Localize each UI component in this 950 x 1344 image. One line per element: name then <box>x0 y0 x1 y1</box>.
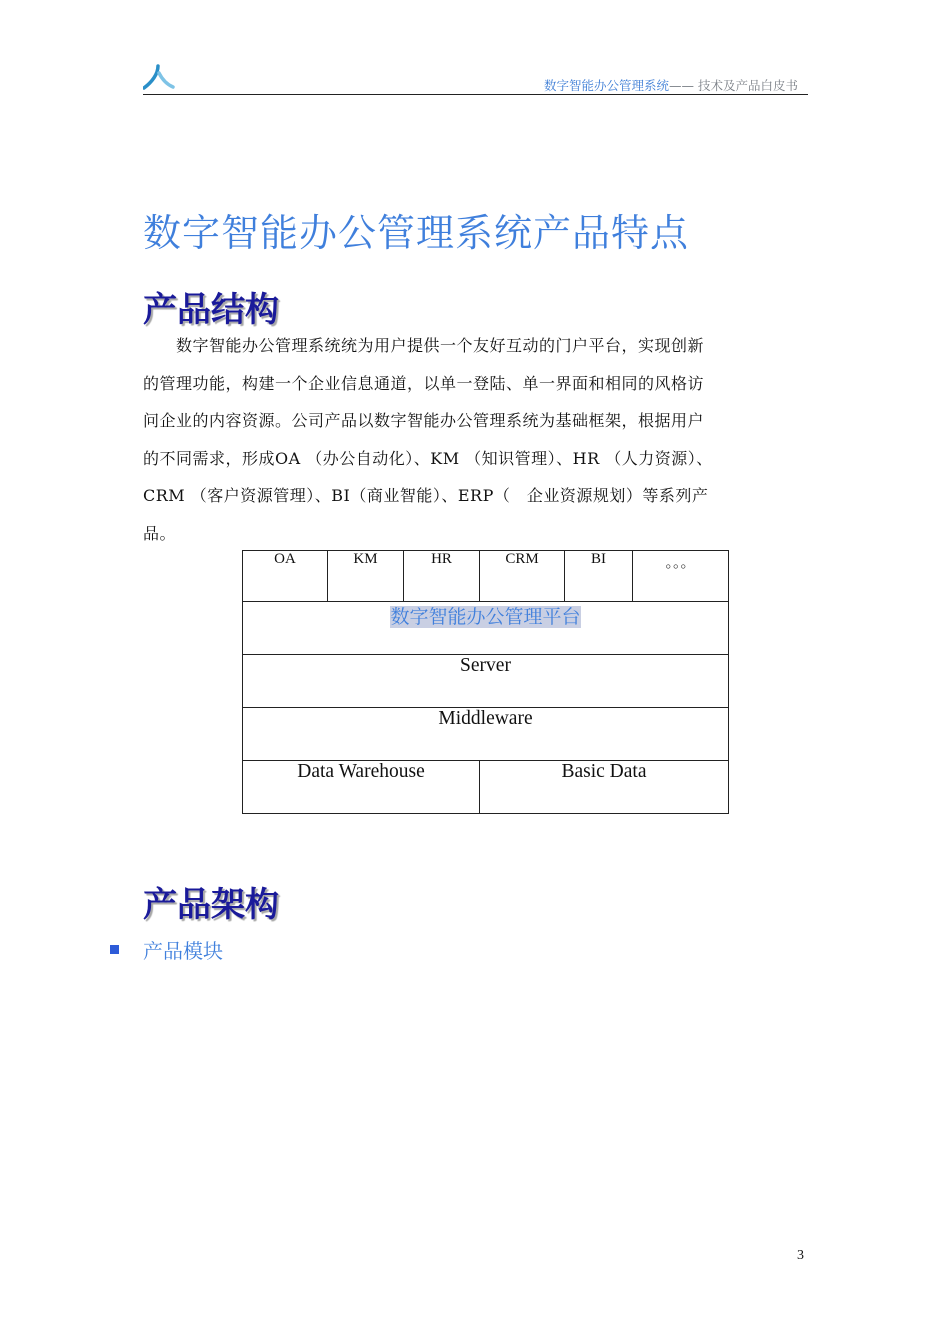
module-row <box>243 551 729 602</box>
middleware-row <box>243 708 729 761</box>
platform-label: 数字智能办公管理平台 <box>390 606 581 628</box>
page-title: 数字智能办公管理系统产品特点 <box>143 211 690 255</box>
data-warehouse-cell: Data Warehouse <box>243 761 480 814</box>
section-heading-architecture: 产品架构 <box>143 885 279 925</box>
basic-data-cell: Basic Data <box>480 761 729 814</box>
module-cell-crm: CRM <box>480 551 565 602</box>
paragraph-line: 品。 <box>143 523 177 543</box>
bullet-item-product-modules: 产品模块 <box>143 939 223 963</box>
header-system-name: 数字智能办公管理系统 <box>543 78 669 93</box>
module-cell-oa: OA <box>243 551 328 602</box>
header-dash: —— <box>669 78 694 93</box>
page-number: 3 <box>797 1248 804 1263</box>
paragraph-line: 的不同需求，形成OA （办公自动化）、KM （知识管理）、HR （人力资源）、 <box>143 448 713 468</box>
server-cell: Server <box>243 655 729 708</box>
architecture-table <box>242 550 729 814</box>
bullet-square-icon <box>110 945 119 954</box>
paragraph-line: 问企业的内容资源。公司产品以数字智能办公管理系统为基础框架，根据用户 <box>143 411 705 430</box>
data-row <box>243 761 729 814</box>
page-header <box>143 62 808 95</box>
structure-paragraph <box>143 327 823 552</box>
paragraph-line: CRM （客户资源管理）、BI（商业智能）、ERP（ 企业资源规划）等系列产 <box>143 486 709 505</box>
module-cell-bi: BI <box>565 551 633 602</box>
header-text <box>544 76 798 94</box>
header-doc-type: 技术及产品白皮书 <box>697 78 798 93</box>
platform-cell <box>243 602 729 655</box>
module-cell-km: KM <box>328 551 404 602</box>
company-logo-icon <box>143 64 175 90</box>
platform-row <box>243 602 729 655</box>
middleware-cell: Middleware <box>243 708 729 761</box>
server-row <box>243 655 729 708</box>
module-cell-hr: HR <box>404 551 480 602</box>
module-cell-more: 。。。 <box>633 551 729 602</box>
section-heading-structure: 产品结构 <box>143 290 279 330</box>
paragraph-line: 的管理功能，构建一个企业信息通道，以单一登陆、单一界面和相同的风格访 <box>143 373 705 393</box>
paragraph-line: 数字智能办公管理系统统为用户提供一个友好互动的门户平台，实现创新 <box>143 336 705 355</box>
